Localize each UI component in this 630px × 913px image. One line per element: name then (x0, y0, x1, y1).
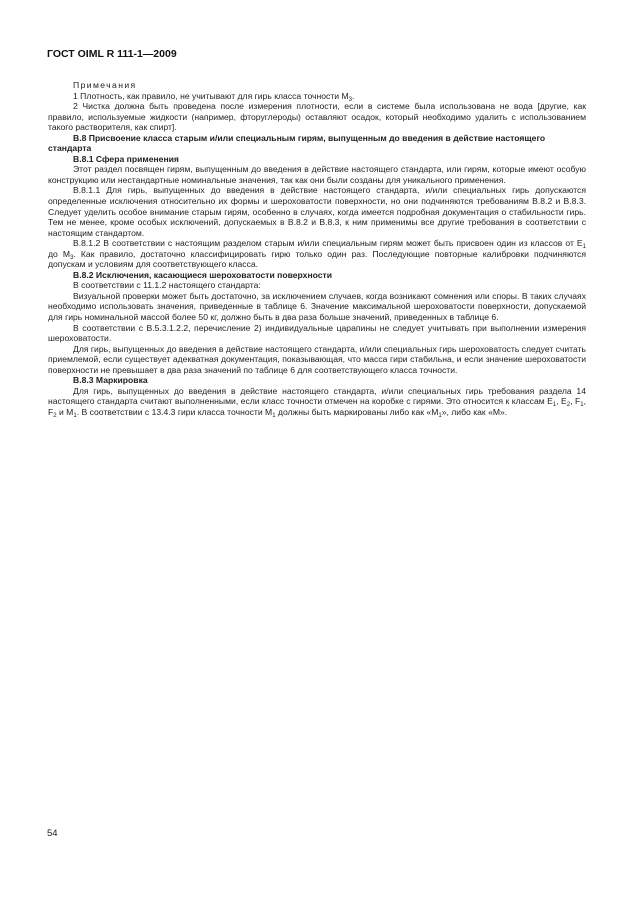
note-1-text: 1 Плотность, как правило, не учитывают для гирь класса точности М (73, 90, 349, 101)
b812-sub-2: 3 (70, 254, 74, 261)
b812-sub-1: 1 (582, 244, 586, 251)
note-1-end: . (351, 90, 355, 101)
b83-part-d: , F (48, 396, 587, 417)
document-body (48, 80, 586, 418)
document-header: ГОСТ OIML R 111-1—2009 (47, 48, 177, 60)
b812-part-3: . Как правило, достаточно классифицировать гирю только один раз. Последующие повторные калибровки подчиняются допускам и условиям для соответствующего класса. (48, 248, 587, 270)
b83-part-b: , Е (556, 396, 567, 407)
note-1 (48, 91, 586, 102)
b83-part-g: должны быть маркированы либо как «М (275, 406, 439, 417)
section-b83-heading: В.8.3 Маркировка (73, 375, 148, 386)
b83-part-h: », либо как «М». (441, 406, 508, 417)
section-b82-p3: В соответствии с В.5.3.1.2.2, перечисление 2) индивидуальные царапины не следует учитывать при выполнении измерения шероховатости. (48, 322, 586, 344)
section-b83-text (48, 386, 586, 418)
b83-sub-6: 1 (272, 412, 276, 419)
section-b812-text (48, 238, 586, 270)
notes-title: Примечания (73, 80, 137, 90)
section-b82-heading: В.8.2 Исключения, касающиеся шероховатости поверхности (73, 269, 333, 280)
b83-sub-3: 1 (580, 402, 584, 409)
section-b81-text: Этот раздел посвящен гирям, выпущенным до введения в действие настоящего стандарта, или гирям, которые имеют особую конструкцию или нестандартные номинальные значения, так как они были созданы для уникального применения. (48, 164, 586, 185)
b83-sub-5: 1 (73, 412, 77, 419)
b83-sub-2: 2 (566, 402, 571, 409)
b83-sub-4: 2 (53, 412, 57, 419)
note-2: 2 Чистка должна быть проведена после измерения плотности, если в системе была использована не вода [другие, как правило, используемые жидкости (например, фторуглероды) оставляют осадок, который необходимо удалить с использованием такого растворителя, как спирт]. (48, 101, 586, 133)
section-b811-text: В.8.1.1 Для гирь, выпущенных до введения в действие настоящего стандарта, и/или специальных гирь допускаются определенные исключения относительно их формы и шероховатости поверхности, но они подчиняются требованиям В.8.2 и В.8.3. Следует уделить особое внимание старым гирям, особенно в случаях, когда имеется подробная документация о стабильности гирь. Тем не менее, кроме особых исключений, допускаемых в В.8.2 и В.8.3, к ним применимы все другие требования в соответствии с настоящим стандартом. (48, 185, 586, 238)
section-b82-p4: Для гирь, выпущенных до введения в действие настоящего стандарта, и/или специальных гирь шероховатость следует считать приемлемой, если существует адекватная документация, показывающая, что масса гири стабильна, и если значение шероховатости поверхности не превышает в два раза значений по таблице 6 для соответствующего класса точности. (48, 343, 586, 375)
b812-part-1: В.8.1.2 В соответствии с настоящим разделом старым и/или специальным гирям может быть присвоен один из классов от Е (73, 238, 583, 249)
b83-part-a: Для гирь, выпущенных до введения в действие настоящего стандарта, и/или специальных гирь требования раздела 14 настоящего стандарта считают выполненными, если класс точности отмечен на коробке с гирями. Это относится к классам Е (48, 385, 586, 407)
b83-sub-1: 1 (552, 402, 557, 409)
section-b81-heading: В.8.1 Сфера применения (73, 153, 179, 164)
b83-part-e: и М (56, 406, 74, 417)
section-b8-heading: В.8 Присвоение класса старым и/или специальным гирям, выпущенным до введения в действие настоящего стандарта (48, 132, 546, 154)
b812-part-2: до М (48, 248, 71, 259)
page-number: 54 (47, 828, 58, 839)
b83-part-c: , F (570, 396, 581, 407)
section-b82-p1: В соответствии с 11.1.2 настоящего стандарта: (73, 280, 261, 291)
note-1-sub: 3 (348, 96, 352, 103)
section-b82-p2: Визуальной проверки может быть достаточно, за исключением случаев, когда возникают сомнения или споры. В таких случаях необходимо использовать значения, приведенные в таблице 6. Значение максимальной шероховатости поверхности, допускаемой для гирь номинальной массой более 50 кг, должно быть в два раза больше значений, приведенных в таблице 6. (48, 290, 586, 323)
b83-part-f: . В соответствии с 13.4.3 гири класса точности М (76, 406, 273, 417)
b83-sub-7: 1 (438, 412, 442, 419)
